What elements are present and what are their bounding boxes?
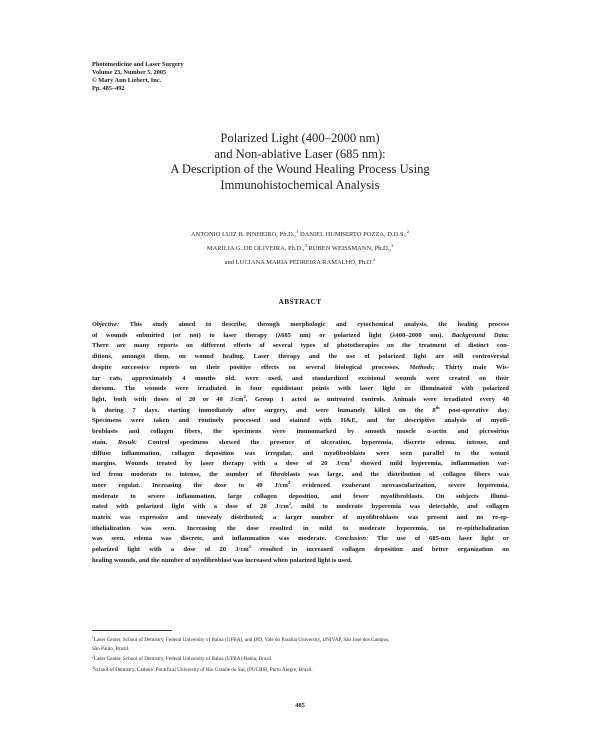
author-name: MARILIA G. DE OLIVEIRA, Ph.D., <box>206 245 305 253</box>
abstract-text: stain. <box>92 438 118 446</box>
abstract-line: ditions, amongst them, on wound healing. Laser therapy and the use of polarized light are still controversial <box>92 353 509 361</box>
affiliation-mark: 3 <box>304 243 307 249</box>
abstract-text: , mild to moderate hyperemia was detectable, and collagen <box>291 503 509 511</box>
journal-volume: Volume 23, Number 5, 2005 <box>92 68 167 76</box>
superscript: 2 <box>248 544 251 550</box>
affiliation-mark: 2 <box>406 229 410 234</box>
footnote-mark: 3 <box>92 666 94 671</box>
superscript: th <box>435 404 440 410</box>
abstract-text: polarized light with a dose of 20 J/cm <box>92 546 249 554</box>
affiliation-mark: 3 <box>390 243 394 249</box>
abstract-line <box>92 438 509 449</box>
superscript: 2 <box>288 479 291 485</box>
abstract-line: Specimens were taken and routinely processed and stained with H&E, and for descriptive analysis of myofi- <box>92 417 509 425</box>
abstract-line: matrix was expressive and unevenly distributed; a larger number of myofibroblasts was present and no re-ep- <box>92 513 509 521</box>
author-list <box>0 226 600 268</box>
abstract-line <box>92 395 509 406</box>
abstract-line <box>92 331 509 342</box>
abstract-line: There are many reports on different effects of several types of phototherapies on the treatment of distinct con- <box>92 342 509 350</box>
abstract-text: despite successive reports on their positive effects on several biological processes. <box>92 363 410 371</box>
footnotes <box>92 634 512 675</box>
abstract-text: resulted in increased collagen deposition and better organization on <box>250 546 509 554</box>
abstract-heading: ABSTRACT <box>278 297 322 306</box>
abstract-line <box>92 406 509 417</box>
abstract-line <box>92 320 509 331</box>
article-title <box>0 131 600 193</box>
superscript: 2 <box>288 501 292 507</box>
footnote-divider <box>92 630 172 631</box>
superscript: 2 <box>243 394 246 400</box>
abstract-line <box>92 534 509 545</box>
affiliation-mark: 1 <box>296 229 299 234</box>
abstract-text: nated with polarized light with a dose of 20 J/cm <box>92 503 289 511</box>
section-label: Objective: <box>92 321 120 328</box>
journal-name: Photomedicine and Laser Surgery <box>92 61 184 68</box>
abstract-line: tar rats, approximately 4 months old, were used, and standardized excisional wounds were created on their <box>92 374 509 382</box>
abstract-text: light, both with doses of 20 or 40 J/cm <box>92 396 244 404</box>
abstract-line <box>92 481 509 492</box>
footnote-text: School of Dentistry, Catholic Pontifical University of Rio Grande do Sul, (PUCRS), Porto Alegre, Brazil. <box>93 667 313 674</box>
page-number: 485 <box>295 702 305 709</box>
abstract-line <box>92 363 509 374</box>
author-name: ANTONIO LUIZ B. PINHEIRO, Ph.D., <box>190 231 297 238</box>
abstract-line: ithelialization was seen. Increasing the dose resulted in mild to moderate hyperemia, no re-epithelialization <box>92 524 509 532</box>
abstract-text: of wounds submitted (or not) to laser therapy (λ685 nm) or polarized light (λ400–2000 nm). <box>92 331 452 339</box>
abstract-text: more regular. Increasing the dose to 40 J/cm <box>92 481 289 489</box>
abstract-line <box>92 545 509 556</box>
footnote <box>92 664 512 675</box>
abstract-text: h during 7 days, starting immediately after surgery, and were humanely killed on the 8 <box>92 406 436 414</box>
abstract-line: ied from moderate to intense, the number of fibroblasts was large, and the distribution of collagen fibers was <box>92 471 509 479</box>
affiliation-mark: 2 <box>373 257 376 263</box>
abstract-line: healing wounds, and the number of myofibroblast was increased when polarized light is used. <box>92 556 353 564</box>
abstract-text: . Group 1 acted as untreated controls. Animals were irradiated every 48 <box>245 396 509 404</box>
section-label: Background Data: <box>451 331 509 339</box>
journal-pages: Pp. 485–492 <box>92 84 125 92</box>
journal-copyright: © Mary Ann Liebert, Inc. <box>92 76 162 84</box>
footnote-mark: 2 <box>92 655 94 660</box>
abstract-text: The use of 685-nm laser light or <box>368 535 509 543</box>
abstract-line: diffuse inflammation, collagen deposition was irregular, and myofibroblasts were seen parallel to the wound <box>92 449 509 457</box>
author-name: RUBEN WEISSMANN, Ph.D., <box>306 245 391 253</box>
abstract-text: Thirty male Wis- <box>434 363 509 371</box>
footnote-mark: 1 <box>92 636 94 640</box>
footnote-continuation: São Paulo, Brazil. <box>92 645 130 652</box>
abstract-text: margins. Wounds treated by laser therapy with a dose of 20 J/cm <box>92 460 350 468</box>
section-label: Methods: <box>409 363 435 371</box>
author-line <box>0 254 600 268</box>
author-name: DANIEL HUMBERTO POZZA, D.D.S., <box>298 231 407 238</box>
journal-info <box>92 61 184 93</box>
abstract-text: This study aimed to describe, through morphologic and cytochemical analysis, the healing process <box>119 321 509 328</box>
footnote-text: Laser Center, School of Dentistry, Federal University of Bahia (UFBA)-Bahia, Brazil. <box>93 656 273 663</box>
abstract-line <box>92 502 509 513</box>
title-line: and Non-ablative Laser (685 nm): <box>214 146 386 161</box>
footnote <box>92 653 512 664</box>
abstract-line: broblasts and collagen fibers, the specimens were imunomarked by smooth muscle α-actin and picrosirius <box>92 428 509 436</box>
abstract-line: moderate to severe inflammation, large collagen deposition, and fewer myofibroblasts. On subjects illumi- <box>92 492 509 500</box>
abstract-text: Control specimens showed the presence of ulceration, hyperemia, discrete edema, intense, and <box>137 438 509 446</box>
abstract-text: showed mild hyperemia, inflammation var- <box>351 460 509 468</box>
abstract-text: post-operative day. <box>439 406 509 414</box>
title-line: Polarized Light (400–2000 nm) <box>220 131 380 145</box>
superscript: 2 <box>349 458 352 464</box>
footnote <box>92 634 512 645</box>
section-label: Conclusion: <box>335 535 369 543</box>
author-name: and LUCIANA MARIA PEDREIRA RAMALHO, Ph.D. <box>224 259 374 267</box>
abstract-text: evidenced exuberant neovascularization, severe hyperemia, <box>290 481 509 489</box>
author-line <box>0 240 600 254</box>
footnote-text: Laser Center, School of Dentistry, Federal University of Bahia (UFBA), and IPD, Vale do Paraíba University, UNIVAP, São José dos Campos, <box>93 637 390 643</box>
section-label: Result: <box>117 438 138 446</box>
abstract-line: dorsum. The wounds were irradiated in four equidistant points with laser light or illuminated with polarized <box>92 385 509 393</box>
abstract-line <box>92 459 509 470</box>
author-line <box>0 226 600 240</box>
abstract-body <box>92 320 509 567</box>
title-line: Immunohistochemical Analysis <box>220 177 380 192</box>
title-line: A Description of the Wound Healing Process Using <box>170 162 430 177</box>
abstract-text: was seen, edema was discrete, and inflammation was moderate. <box>92 535 336 543</box>
